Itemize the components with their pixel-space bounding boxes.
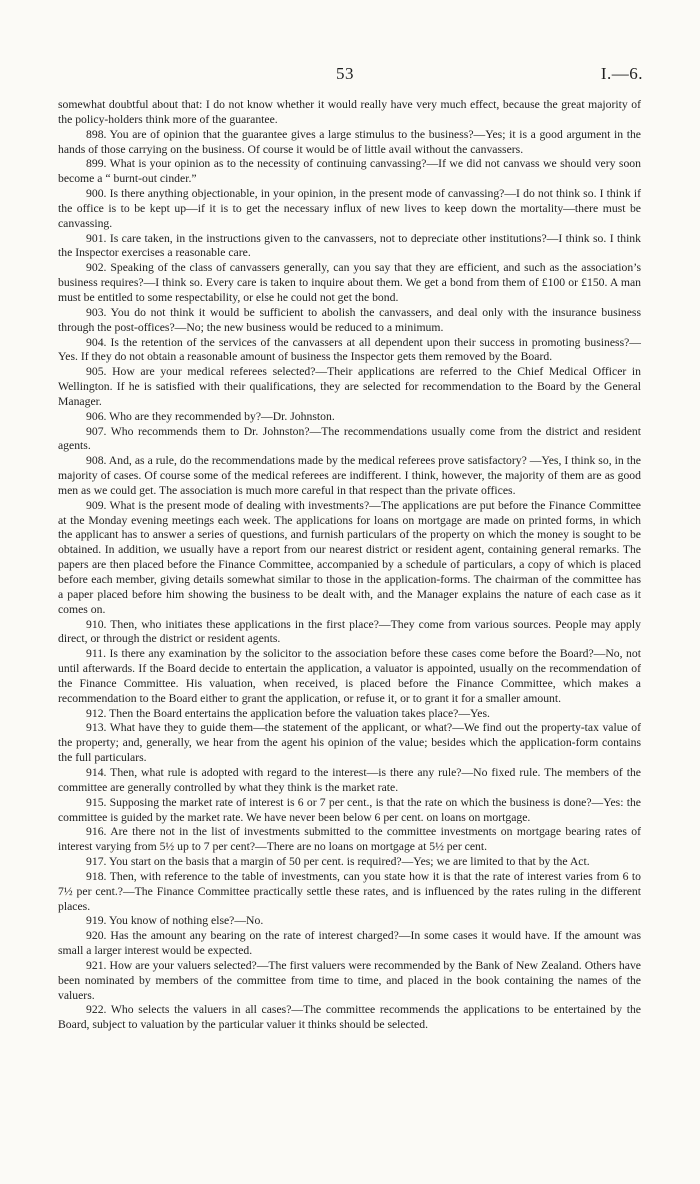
paragraph: 900. Is there anything objectionable, in your opinion, in the present mode of canvassing?—I do not think so. I think if the office is to be kept up—if it is to get the necessary influx of new lives to keep down the mortality—there must be canvassing. (58, 187, 641, 230)
paragraph: 904. Is the retention of the services of the canvassers at all dependent upon their success in promoting business?—Yes. If they do not obtain a reasonable amount of business the Inspector gets them removed by the Board. (58, 335, 641, 364)
paragraph: 918. Then, with reference to the table of investments, can you state how it is that the rate of interest varies from 6 to 7½ per cent.?—The Finance Committee practically settle these rates, and is influenced by the rates ruling in the different places. (58, 869, 641, 913)
paragraph: 903. You do not think it would be sufficient to abolish the canvassers, and deal only with the insurance business through the post-offices?—No; the new business would be reduced to a minimum. (58, 305, 641, 334)
paragraph: 917. You start on the basis that a margin of 50 per cent. is required?—Yes; we are limited to that by the Act. (86, 855, 590, 869)
paragraph: 921. How are your valuers selected?—The first valuers were recommended by the Bank of New Zealand. Others have been nominated by members of the committee from time to time, and placed in the book containing the names of the valuers. (58, 958, 641, 1002)
paragraph: 916. Are there not in the list of investments submitted to the committee investments on mortgage bearing rates of interest varying from 5½ up to 7 per cent?—There are no loans on mortgage at 5½ per cent. (58, 825, 641, 854)
paragraph: 919. You know of nothing else?—No. (86, 914, 264, 928)
paragraph: 909. What is the present mode of dealing with investments?—The applications are put before the Finance Committee at the Monday evening meetings each week. The applications for loans on mortgage are made on printed forms, in which the applicant has to answer a series of questions, and furnish particulars of the property on which the money is sought to be obtained. In addition, we usually have a report from our nearest district or resident agent, containing general remarks. The papers are then placed before the Finance Committee, accompanied by a schedule of particulars, a copy of which is placed before each member, giving details somewhat similar to those in the application-forms. The chairman of the committee has a paper placed before him showing the business to be dealt with, and the Manager explains the nature of each case as it comes on. (58, 498, 641, 616)
paragraph: 906. Who are they recommended by?—Dr. Johnston. (86, 409, 335, 423)
paragraph-continuation: somewhat doubtful about that: I do not know whether it would really have very much effect, because the great majority of the policy-holders think more of the guarantee. (58, 98, 641, 126)
paragraph: 913. What have they to guide them—the statement of the applicant, or what?—We find out the property-tax value of the property; and, generally, we hear from the agent his opinion of the value; besides which the application-form contains the full particulars. (58, 721, 641, 765)
paragraph: 920. Has the amount any bearing on the rate of interest charged?—In some cases it would have. If the amount was small a larger interest would be expected. (58, 929, 641, 958)
paragraph: 902. Speaking of the class of canvassers generally, can you say that they are efficient, and such as the association’s business requires?—I think so. Every care is taken to inquire about them. We get a bond from them of £100 or £150. A man must be entitled to some respectability, or else he could not get the bond. (58, 261, 641, 304)
document-body (58, 98, 641, 1033)
paragraph: 899. What is your opinion as to the necessity of continuing canvassing?—If we did not canvass we should very soon become a “ burnt-out cinder.” (58, 157, 641, 186)
paragraph: 922. Who selects the valuers in all cases?—The committee recommends the applications to be entertained by the Board, subject to valuation by the particular valuer it thinks should be selected. (58, 1003, 641, 1032)
paragraph: 907. Who recommends them to Dr. Johnston?—The recommendations usually come from the district and resident agents. (58, 424, 641, 453)
paragraph: 915. Supposing the market rate of interest is 6 or 7 per cent., is that the rate on which the business is done?—Yes: the committee is guided by the market rate. We have never been below 6 per cent. on loans on mortgage. (58, 795, 641, 824)
document-reference: I.—6. (600, 64, 643, 83)
paragraph: 910. Then, who initiates these applications in the first place?—They come from various sources. People may apply direct, or through the district or resident agents. (58, 617, 641, 646)
paragraph: 911. Is there any examination by the solicitor to the association before these cases come before the Board?—No, not until afterwards. If the Board decide to entertain the application, a valuator is appointed, usually on the recommendation of the Finance Committee. His valuation, when received, is placed before the Finance Committee, which makes a recommendation to the Board either to grant the application, or refuse it, or to grant it for a smaller amount. (58, 647, 641, 705)
paragraph: 901. Is care taken, in the instructions given to the canvassers, not to depreciate other institutions?—I think so. I think the Inspector exercises a reasonable care. (58, 231, 641, 260)
paragraph: 912. Then the Board entertains the application before the valuation takes place?—Yes. (86, 706, 490, 720)
page-header (0, 64, 700, 88)
paragraph: 908. And, as a rule, do the recommendations made by the medical referees prove satisfactory? —Yes, I think so, in the majority of cases. Of course some of the medical referees are indifferent. I think, however, the majority of them are as good men as we could get. The association is much more careful in that respect than the private offices. (58, 454, 641, 497)
paragraph: 914. Then, what rule is adopted with regard to the interest—is there any rule?—No fixed rule. The members of the committee are generally controlled by what they think is the market rate. (58, 765, 641, 794)
paragraph: 898. You are of opinion that the guarantee gives a large stimulus to the business?—Yes; it is a good argument in the hands of those carrying on the business. Of course it would be of little avail without the canvassers. (58, 127, 641, 156)
paragraph: 905. How are your medical referees selected?—Their applications are referred to the Chief Medical Officer in Wellington. If he is satisfied with their qualifications, they are selected for recommendation to the Board by the General Manager. (58, 365, 641, 408)
page-number: 53 (336, 64, 354, 83)
